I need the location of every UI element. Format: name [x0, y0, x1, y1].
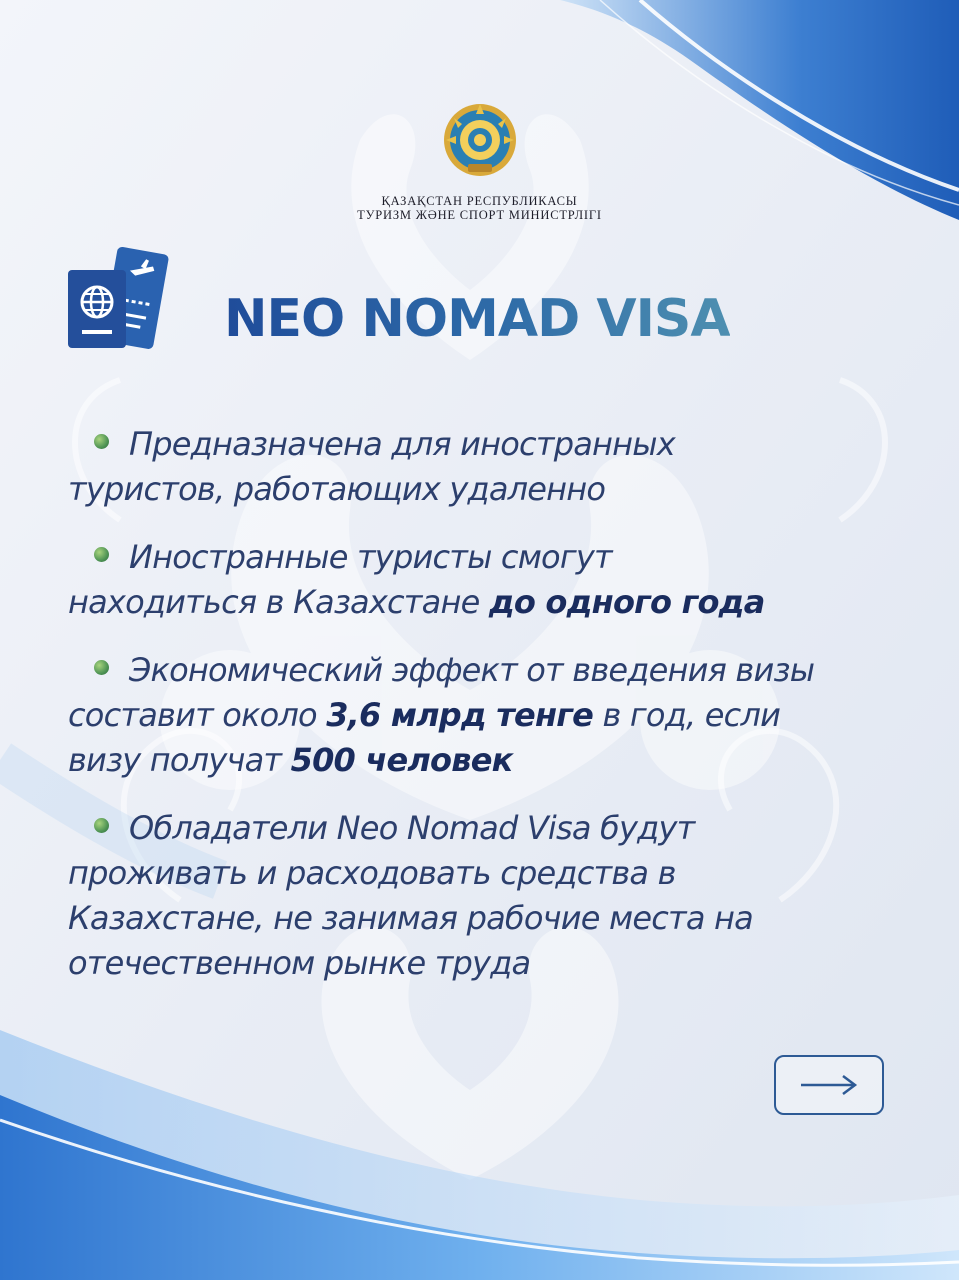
- bullet-dot-icon: [94, 547, 109, 562]
- ministry-name-line1: ҚАЗАҚСТАН РЕСПУБЛИКАСЫ: [381, 194, 578, 208]
- bullet-item: [68, 535, 918, 625]
- bullet-text: Казахстане, не занимая рабочие места на: [68, 899, 753, 937]
- bullet-text: Обладатели Neo Nomad Visa будут: [129, 809, 695, 847]
- bullet-item: [68, 422, 918, 512]
- bullet-emphasis: 3,6 млрд тенге: [326, 696, 594, 734]
- bullet-list: [68, 422, 918, 1009]
- bullet-text: Предназначена для иностранных: [129, 425, 675, 463]
- bullet-text: находиться в Казахстане: [68, 583, 489, 621]
- bullet-item: [68, 648, 918, 783]
- bullet-text: Экономический эффект от введения визы: [129, 651, 815, 689]
- page-title: NEO NOMAD VISA: [224, 289, 730, 349]
- title-row: [66, 240, 926, 360]
- bullet-emphasis: до одного года: [488, 583, 765, 621]
- bullet-dot-icon: [94, 434, 109, 449]
- kazakhstan-emblem-icon: [440, 100, 520, 180]
- bullet-emphasis: 500 человек: [290, 741, 513, 779]
- bullet-text: в год, если: [593, 696, 781, 734]
- next-slide-button[interactable]: [774, 1055, 884, 1115]
- bullet-text: составит около: [68, 696, 327, 734]
- bullet-item: [68, 806, 918, 986]
- bullet-text: проживать и расходовать средства в: [68, 854, 676, 892]
- passport-icon: [66, 244, 172, 356]
- ministry-name-line2: ТУРИЗМ ЖӘНЕ СПОРТ МИНИСТРЛІГІ: [357, 208, 602, 222]
- bullet-text: Иностранные туристы смогут: [129, 538, 612, 576]
- bullet-text: визу получат: [68, 741, 291, 779]
- bullet-text: туристов, работающих удаленно: [68, 470, 606, 508]
- bullet-text: отечественном рынке труда: [68, 944, 531, 982]
- bullet-dot-icon: [94, 818, 109, 833]
- arrow-right-icon: [799, 1073, 859, 1097]
- ministry-header: [0, 100, 959, 222]
- bullet-dot-icon: [94, 660, 109, 675]
